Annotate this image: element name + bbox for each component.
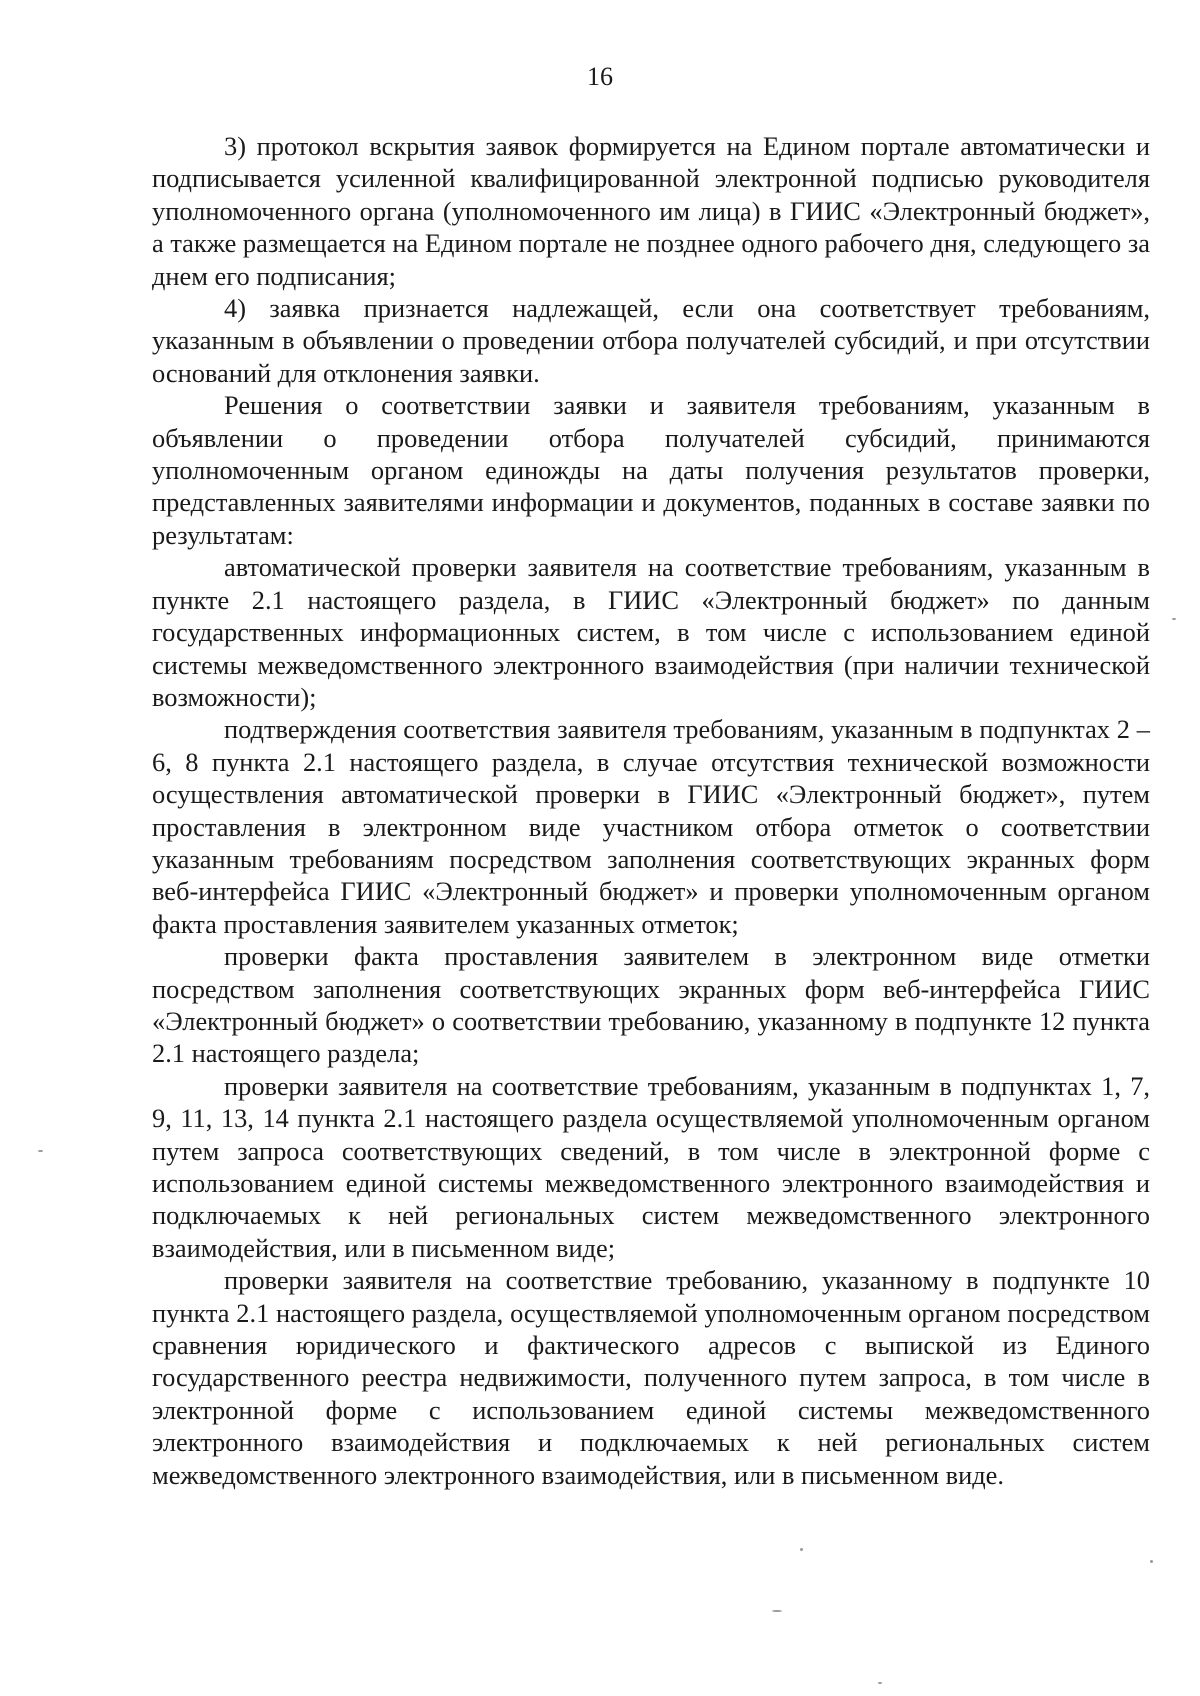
- paragraph-decisions: Решения о соответствии заявки и заявителя требованиям, указанным в объявлении о проведении отбора получателей субсидий, принимаются уполномоченным органом единожды на даты получения результатов проверки, представленных заявителями информации и документов, поданных в составе заявки по результатам:: [152, 390, 1150, 550]
- paragraph-mark-check: проверки факта проставления заявителем в электронном виде отметки посредством заполнения соответствующих экранных форм веб-интерфейса ГИИС «Электронный бюджет» о соответствии требованию, указанному в подпункте 12 пункта 2.1 настоящего раздела;: [152, 941, 1150, 1069]
- paragraph-application-proper: 4) заявка признается надлежащей, если она соответствует требованиям, указанным в объявлении о проведении отбора получателей субсидий, и при отсутствии оснований для отклонения заявки.: [152, 293, 1150, 388]
- scan-speck: [772, 1610, 782, 1612]
- scan-speck: [1150, 1560, 1153, 1563]
- scan-speck: [1172, 618, 1176, 620]
- paragraph-protocol: 3) протокол вскрытия заявок формируется на Едином портале автоматически и подписывается усиленной квалифицированной электронной подписью руководителя уполномоченного органа (уполномоченного им лица) в ГИИС «Электронный бюджет», а также размещается на Едином портале не позднее одного рабочего дня, следующего за днем его подписания;: [152, 131, 1150, 291]
- scan-speck: [800, 1548, 803, 1551]
- scan-speck: [38, 1150, 43, 1152]
- paragraph-confirmation: подтверждения соответствия заявителя требованиям, указанным в подпунктах 2 – 6, 8 пункта 2.1 настоящего раздела, в случае отсутствия технической возможности осуществления автоматической проверки в ГИИС «Электронный бюджет», путем проставления в электронном виде участником отбора отметок о соответствии указанным требованиям посредством заполнения соответствующих экранных форм веб-интерфейса ГИИС «Электронный бюджет» и проверки уполномоченным органом факта проставления заявителем указанных отметок;: [152, 714, 1150, 939]
- page-number: 16: [587, 62, 613, 91]
- paragraph-address-check: проверки заявителя на соответствие требованию, указанному в подпункте 10 пункта 2.1 настоящего раздела, осуществляемой уполномоченным органом посредством сравнения юридического и фактического адресов с выпиской из Единого государственного реестра недвижимости, полученного путем запроса, в том числе в электронной форме с использованием единой системы межведомственного электронного взаимодействия и подключаемых к ней региональных систем межведомственного электронного взаимодействия, или в письменном виде.: [152, 1265, 1150, 1490]
- paragraph-requests-check: проверки заявителя на соответствие требованиям, указанным в подпунктах 1, 7, 9, 11, 13, 14 пункта 2.1 настоящего раздела осуществляемой уполномоченным органом путем запроса соответствующих сведений, в том числе в электронной форме с использованием единой системы межведомственного электронного взаимодействия и подключаемых к ней региональных систем межведомственного электронного взаимодействия, или в письменном виде;: [152, 1070, 1150, 1263]
- scan-speck: [878, 1682, 882, 1684]
- paragraph-automatic-check: автоматической проверки заявителя на соответствие требованиям, указанным в пункте 2.1 настоящего раздела, в ГИИС «Электронный бюджет» по данным государственных информационных систем, в том числе с использованием единой системы межведомственного электронного взаимодействия (при наличии технической возможности);: [152, 552, 1150, 712]
- body-text: [152, 130, 1150, 1491]
